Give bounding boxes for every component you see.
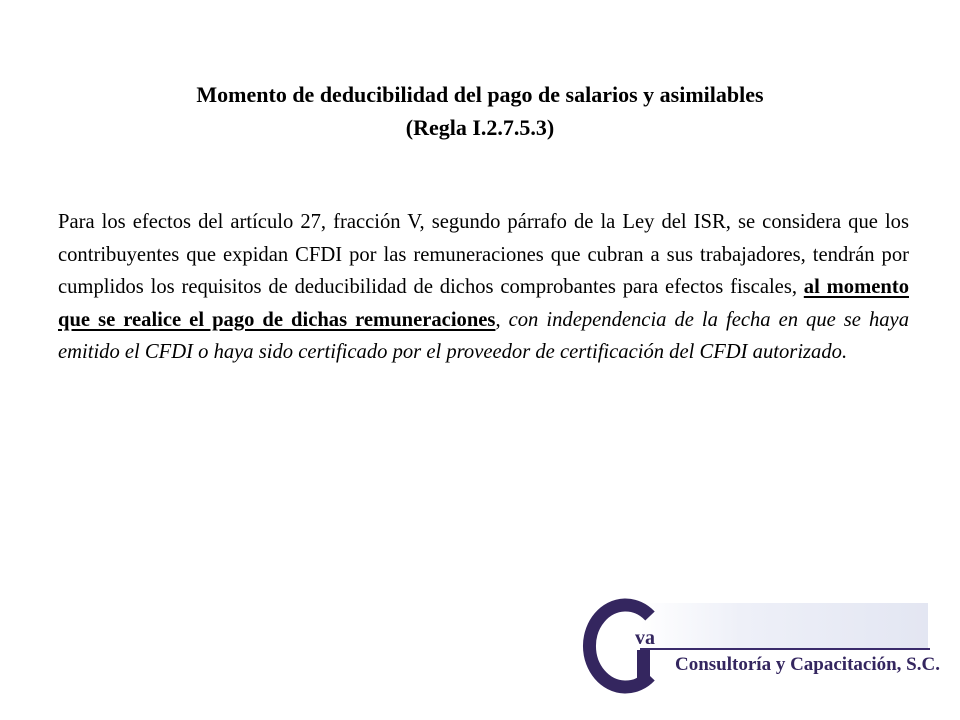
logo-company-name: Consultoría y Capacitación, S.C.	[675, 654, 940, 675]
logo-band	[640, 603, 928, 648]
italic-phrase: con independencia de la fecha en que se haya emitido el CFDI o haya sido certificado por el proveedor de certificación del CFDI autorizado.	[58, 308, 909, 363]
logo-initials: va	[635, 627, 655, 649]
emphasized-phrase: al momento que se realice el pago de dichas remuneraciones	[58, 276, 909, 331]
company-logo	[580, 598, 940, 708]
rule-paragraph	[58, 206, 909, 369]
paragraph-text: Para los efectos del artículo 27, fracción V, segundo párrafo de la Ley del ISR, se considera que los contribuyentes que expidan CFDI por las remuneraciones que cubran a sus trabajadores, tendrán por cumplidos los requisitos de deducibilidad de dichos comprobantes para efectos fiscales,	[58, 211, 909, 298]
page-title	[60, 78, 900, 144]
g-logo-icon	[580, 598, 660, 708]
logo-underline	[640, 648, 930, 650]
paragraph-comma: ,	[495, 308, 509, 331]
title-line-2: (Regla I.2.7.5.3)	[405, 115, 555, 140]
title-line-1: Momento de deducibilidad del pago de salarios y asimilables	[196, 82, 764, 107]
